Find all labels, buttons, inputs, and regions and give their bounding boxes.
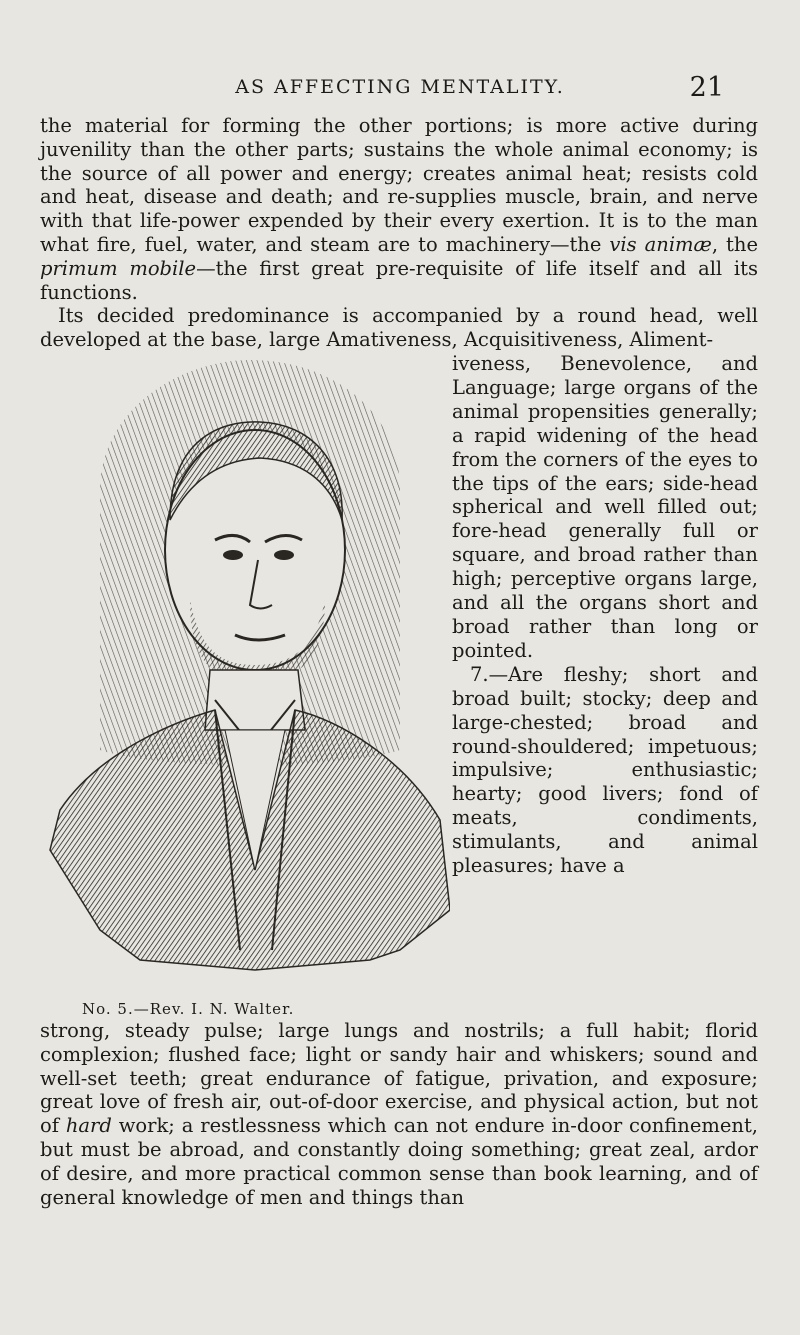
figure-caption: No. 5.—Rev. I. N. Walter. [82,1000,295,1018]
top-paragraph [40,114,758,352]
paragraph-continuation: iveness, Benevolence, and Language; large organs of the animal propensities generally; a rapid widening of the head from the corners of the eyes to the tips of the ears; side-head spherical and well filled out; fore-head generally full or square, and broad rather than high; perceptive organs large, and all the organs short and broad rather than long or pointed. [452,352,758,662]
numbered-item-7: 7.—Are fleshy; short and broad built; stocky; deep and large-chested; broad and round-shouldered; impetuous; impulsive; enthusiastic; hearty; good livers; fond of meats, condiments, stimulants, and animal pleasures; have a [452,662,758,878]
italic-word: hard [65,1114,112,1138]
italic-phrase: vis animæ [609,232,712,256]
paragraph-text: the material for forming the other portions; is more active during juvenility than the other parts; sustains the whole animal economy; is the source of all power and energy; creates animal heat; resists cold and heat, disease and death; and re-supplies muscle, brain, and nerve with that life-power expended by their every exertion. It is to the man what fire, fuel, water, and steam are to machinery—the [40,114,758,256]
portrait-engraving [40,350,450,990]
wrapped-column [452,352,758,878]
italic-phrase: primum mobile [40,256,197,280]
paragraph-text: , the [711,232,758,256]
page-header [0,72,800,102]
paragraph-text: work; a restlessness which can not endure in-door confinement, but must be abroad, and constantly doing something; great zeal, ardor of desire, and more practical common sense than book learning, and of general knowledge of men and things than [40,1114,758,1209]
bottom-paragraph [40,1019,758,1209]
running-head: AS AFFECTING MENTALITY. [235,76,565,98]
page-number: 21 [689,72,724,103]
paragraph-intro: Its decided predominance is accompanied by a round head, well developed at the base, large Amativeness, Acquisitiveness, Aliment- [40,304,758,352]
paragraph-text: strong, steady pulse; large lungs and nostrils; a full habit; florid complexion; flushed face; light or sandy hair and whiskers; sound and well-set teeth; great endurance of fatigue, privation, and exposure; great love of fresh air, out-of-door exercise, and physical action, but not of [40,1019,758,1138]
paragraph-continued [40,114,758,304]
paragraph-text: —the first great pre-requisite of life itself and all its functions. [40,256,758,304]
paragraph-continued [40,1019,758,1209]
